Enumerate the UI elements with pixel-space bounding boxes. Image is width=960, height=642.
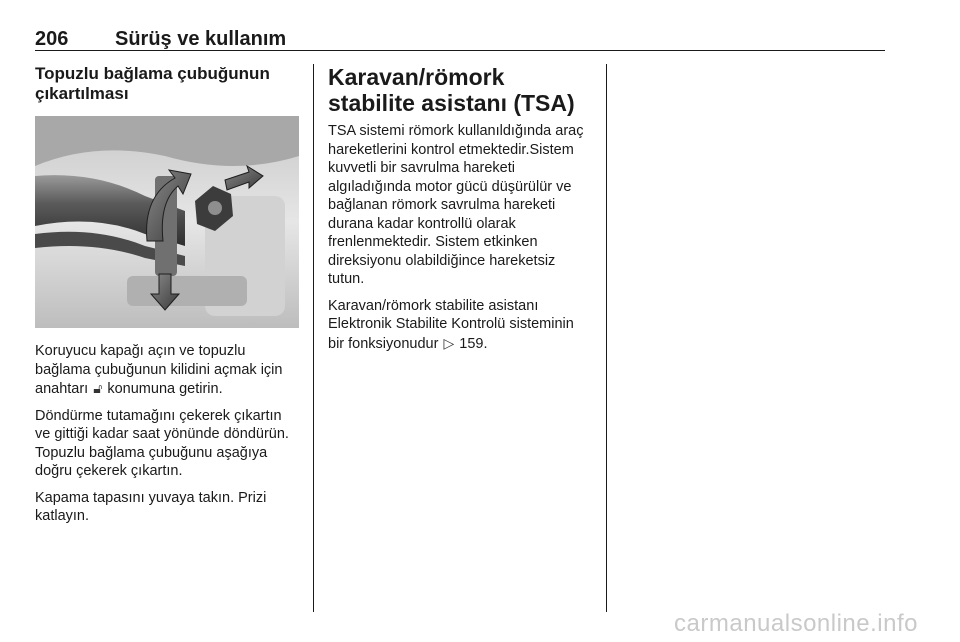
- tsa-heading: Karavan/römork stabilite asistanı (TSA): [328, 64, 575, 116]
- knob-center: [208, 201, 222, 215]
- tsa-paragraph-2-text: Karavan/römork stabilite asistanı Elektronik Stabilite Kontrolü sisteminin bir fonksiyonudur: [328, 297, 574, 352]
- section-title: Sürüş ve kullanım: [115, 28, 287, 50]
- tow-bar-illustration-svg: [35, 116, 299, 328]
- tow-bar-removal-illustration: [35, 116, 299, 328]
- left-paragraph-3: Kapama tapasını yuvaya takın. Prizi katlayın.: [35, 489, 267, 524]
- tsa-page-reference[interactable]: 159.: [459, 335, 488, 352]
- column-divider-2: [606, 64, 607, 612]
- page-number: 206: [35, 28, 69, 50]
- left-column: [35, 64, 300, 534]
- column-divider-1: [313, 64, 314, 612]
- left-paragraph-2: Döndürme tutamağını çekerek çıkartın ve gittiği kadar saat yönünde döndürün. Topuzlu bağlama çubuğunu aşağıya doğru çekerek çıkartın.: [35, 407, 289, 479]
- tsa-paragraph-1: TSA sistemi römork kullanıldığında araç hareketlerini kontrol etmektedir.Sistem kuvvetli bir savrulma hareketi algıladığında motor gücü düşürülür ve bağlanan römork savrulma hareketi durana kadar kontrollü olarak frenlenmektedir. Sistem etkinken direksiyonu olabildiğince hareketsiz tutun.: [328, 123, 584, 287]
- tow-bar-removal-heading: Topuzlu bağlama çubuğunun çıkartılması: [35, 64, 270, 103]
- tsa-paragraph-2: [328, 297, 590, 354]
- left-paragraph-1-text-b: konumuna getirin.: [107, 381, 223, 397]
- watermark: carmanualsonline.info: [674, 610, 918, 637]
- lower-crossmember: [127, 276, 247, 306]
- middle-column: [328, 64, 590, 361]
- unlock-icon: 🔓︎: [93, 380, 103, 396]
- left-paragraph-1: [35, 342, 300, 399]
- left-paragraph-1-text-a: Koruyucu kapağı açın ve topuzlu bağlama çubuğunun kilidini açmak için anahtarı: [35, 343, 283, 397]
- reference-arrow-icon: ▷: [443, 334, 455, 351]
- page-header: [35, 26, 885, 51]
